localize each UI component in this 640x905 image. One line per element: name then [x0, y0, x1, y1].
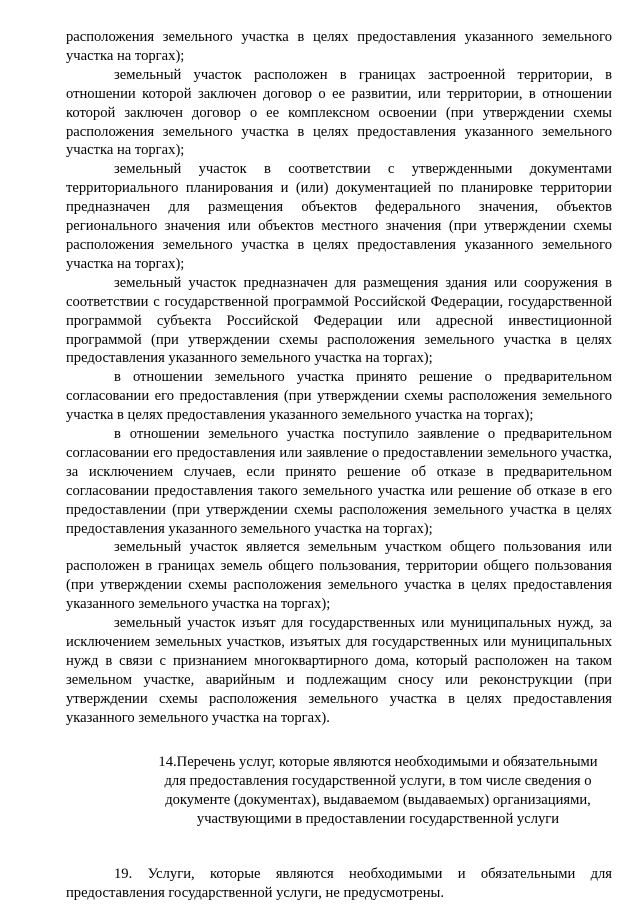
section-heading-line: участвующими в предоставлении государственной услуги: [196, 811, 560, 828]
document-page: [66, 28, 612, 903]
section-heading-line: 14.Перечень услуг, которые являются необходимыми и обязательными: [158, 753, 598, 770]
paragraph-planning-documents: земельный участок в соответствии с утвержденными документами территориального планирования и (или) документацией по планировке территории предназначен для размещения объектов федерального значения, объектов регионального значения или объектов местного значения (при утверждении схемы расположения земельного участка в целях предоставления указанного земельного участка на торгах);: [66, 161, 612, 272]
paragraph-built-up-territory: земельный участок расположен в границах застроенной территории, в отношении которой заключен договор о ее развитии, или территории, в отношении которой заключен договор о ее комплексном освоении (при утверждении схемы расположения земельного участка в целях предоставления указанного земельного участка на торгах);: [66, 66, 612, 159]
paragraph-preliminary-approval-decision: в отношении земельного участка принято решение о предварительном согласовании его предоставления (при утверждении схемы расположения земельного участка в целях предоставления указанного земельного участка на торгах);: [66, 369, 612, 424]
paragraph-state-program: земельный участок предназначен для размещения здания или сооружения в соответствии с государственной программой Российской Федерации, государственной программой субъекта Российской Федерации или адресной инвестиционной программой (при утверждении схемы расположения земельного участка в целях предоставления указанного земельного участка на торгах);: [66, 274, 612, 367]
section-heading-line: документе (документах), выдаваемом (выдаваемых) организациями,: [165, 791, 591, 808]
paragraph-services-not-provided: 19. Услуги, которые являются необходимыми и обязательными для предоставления государственной услуги, не предусмотрены.: [66, 866, 612, 902]
paragraph-continuation: расположения земельного участка в целях предоставления указанного земельного участка на торгах);: [66, 29, 612, 64]
paragraph-public-use-land: земельный участок является земельным участком общего пользования или расположен в границах земель общего пользования, территории общего пользования (при утверждении схемы расположения земельного участка в целях предоставления указанного земельного участка на торгах);: [66, 539, 612, 613]
paragraph-land-seized: земельный участок изъят для государственных или муниципальных нужд, за исключением земельных участков, изъятых для государственных или муниципальных нужд в связи с признанием многоквартирного дома, который расположен на таком земельном участке, аварийным и подлежащим сносу или реконструкции (при утверждении схемы расположения земельного участка в целях предоставления указанного земельного участка на торгах).: [66, 615, 612, 726]
section-heading: [66, 753, 612, 830]
section-heading-line: для предоставления государственной услуги, в том числе сведения о: [164, 772, 592, 789]
paragraph-application-received: в отношении земельного участка поступило заявление о предварительном согласовании его предоставления или заявление о предоставлении земельного участка, за исключением случаев, если принято решение об отказе в предварительном согласовании предоставления такого земельного участка или решение об отказе в его предоставлении (при утверждении схемы расположения земельного участка в целях предоставления указанного земельного участка на торгах);: [66, 426, 612, 537]
